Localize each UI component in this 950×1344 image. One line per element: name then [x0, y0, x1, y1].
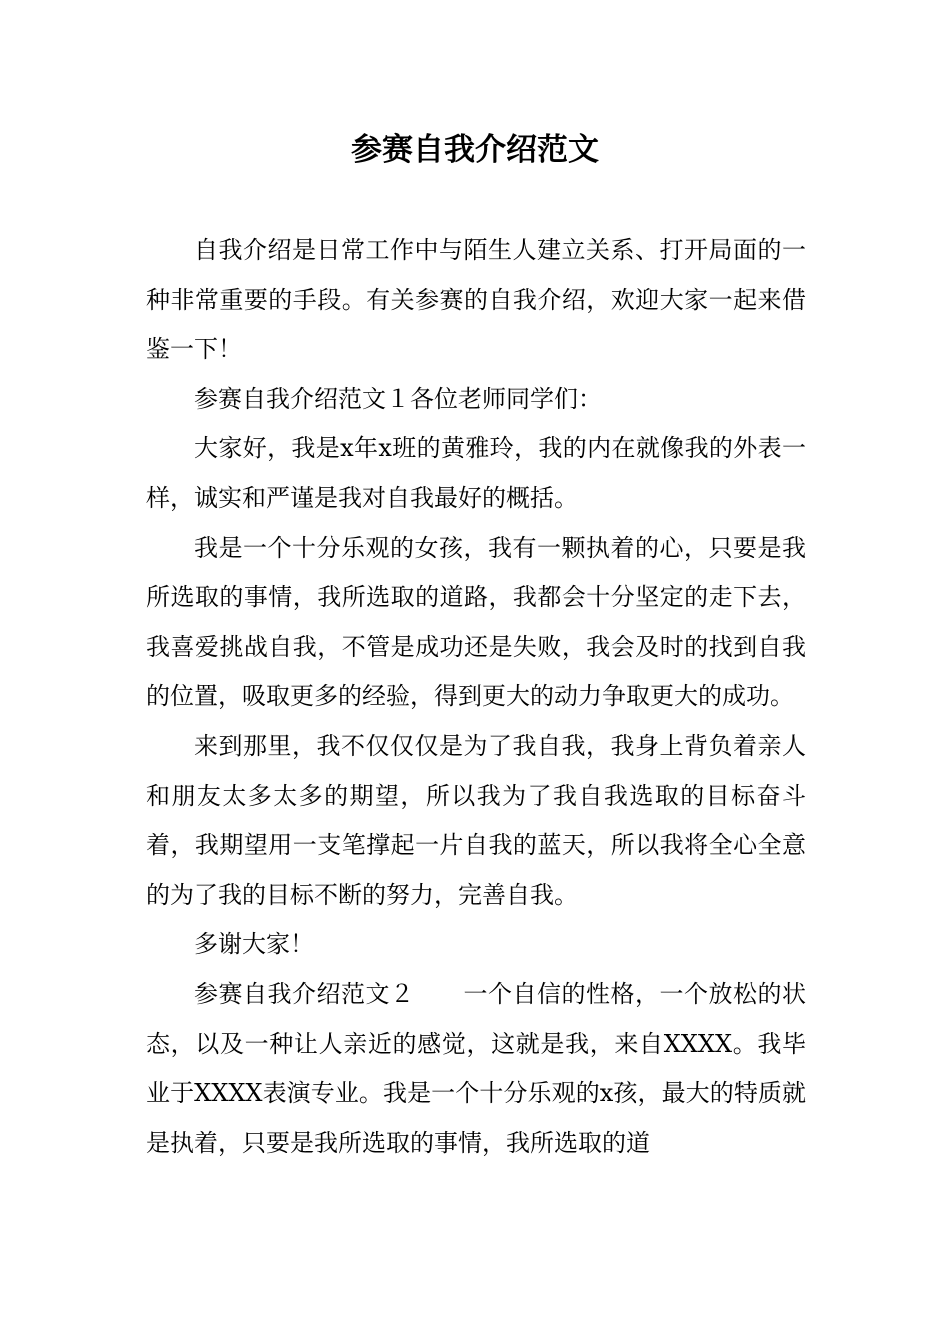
paragraph-sample-1-heading: 参赛自我介绍范文１各位老师同学们： — [194, 384, 602, 413]
paragraph-goals: 来到那里，我不仅仅仅是为了我自我，我身上背负着亲人和朋友太多太多的期望，所以我为了我自我选取的目标奋斗着，我期望用一支笔撑起一片自我的蓝天，所以我将全心全意的为了我的目标不断的努力，完善自我。 — [146, 731, 806, 909]
paragraph-character: 我是一个十分乐观的女孩，我有一颗执着的心，只要是我所选取的事情，我所选取的道路，我都会十分坚定的走下去，我喜爱挑战自我，不管是成功还是失败，我会及时的找到自我的位置，吸取更多的经验，得到更大的动力争取更大的成功。 — [146, 533, 806, 711]
paragraph-thanks: 多谢大家！ — [194, 930, 314, 959]
document-title: 参赛自我介绍范文 — [351, 132, 599, 168]
paragraph-greeting: 大家好，我是x年x班的黄雅玲，我的内在就像我的外表一样，诚实和严谨是我对自我最好的概括。 — [146, 434, 806, 512]
document-body — [146, 226, 806, 1168]
paragraph-sample-2: 参赛自我介绍范文２ 一个自信的性格，一个放松的状态，以及一种让人亲近的感觉，这就是我，来自XXXX。我毕业于XXXX表演专业。我是一个十分乐观的x孩，最大的特质就是执着，只要是我所选取的事情，我所选取的道 — [146, 979, 806, 1157]
paragraph-intro: 自我介绍是日常工作中与陌生人建立关系、打开局面的一种非常重要的手段。有关参赛的自我介绍，欢迎大家一起来借鉴一下！ — [146, 236, 806, 364]
